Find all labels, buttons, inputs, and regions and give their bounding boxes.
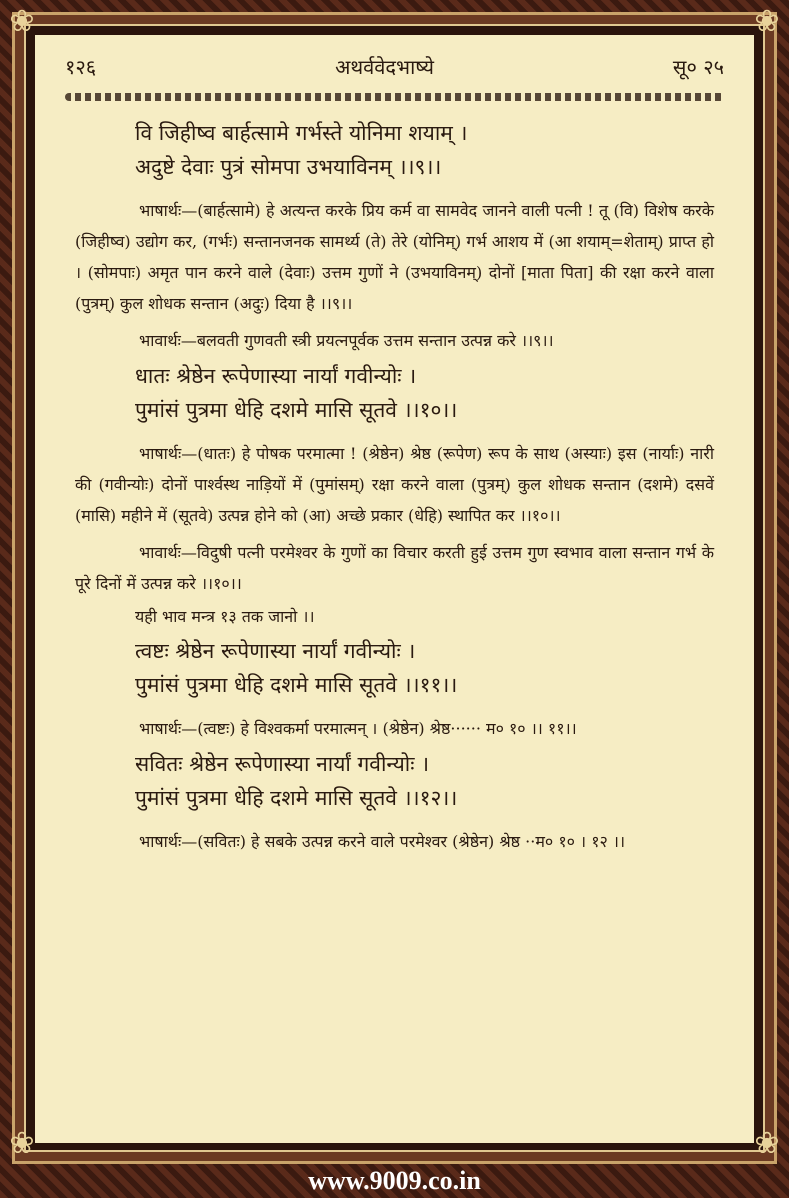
commentary-text: विदुषी पत्नी परमेश्वर के गुणों का विचार करती हुई उत्तम गुण स्वभाव वाला सन्तान गर्भ के पूरे दिनों में उत्पन्न करे ।।१०।। — [75, 543, 714, 593]
page-content — [75, 115, 714, 863]
corner-ornament-icon: ❀ — [9, 4, 35, 39]
corner-ornament-icon: ❀ — [754, 1126, 780, 1161]
commentary-text: (बार्हत्सामे) हे अत्यन्त करके प्रिय कर्म वा सामवेद जानने वाली पत्नी ! तू (वि) विशेष करके (जिहीष्व) उद्योग कर, (गर्भः) सन्तानजनक सामर्थ्य (ते) तेरे (योनिम्) गर्भ आशय में (आ शयाम्=शेताम्) प्राप्त हो । (सोमपाः) अमृत पान करने वाले (देवाः) उत्तम गुणों ने (उभयाविनम्) दोनों [माता पिता] की रक्षा करने वाला (पुत्रम्) कुल शोधक सन्तान (अदुः) दिया है ।।९।। — [75, 201, 714, 313]
commentary-text: (धातः) हे पोषक परमात्मा ! (श्रेष्ठेन) श्रेष्ठ (रूपेण) रूप के साथ (अस्याः) इस (नार्याः) नारी की (गवीन्योः) दोनों पार्श्वस्थ नाड़ियों में (पुमांसम्) रक्षा करने वाला (पुत्रम्) कुल शोधक सन्तान (दशमे) दसवें (मासि) महीने में (सूतवे) उत्पन्न होने को (आ) अच्छे प्रकार (धेहि) स्थापित कर ।।१०।। — [75, 444, 714, 525]
commentary-paragraph — [75, 438, 714, 531]
commentary-text: (त्वष्टः) हे विश्वकर्मा परमात्मन् । (श्रेष्ठेन) श्रेष्ठ······ म० १० ।। ११।। — [197, 719, 577, 738]
commentary-label: भाषार्थः— — [139, 832, 198, 851]
corner-ornament-icon: ❀ — [754, 4, 780, 39]
mantra-verse: पुमांसं पुत्रमा धेहि दशमे मासि सूतवे ।।११।। — [135, 673, 458, 697]
mantra-verse: अदुष्टे देवाः पुत्रं सोमपा उभयाविनम् ।।९।। — [135, 155, 442, 179]
page-number: १२६ — [65, 55, 97, 79]
page-header — [65, 53, 724, 80]
commentary-paragraph — [75, 713, 714, 744]
commentary-paragraph — [75, 826, 714, 857]
commentary-label: भावार्थः— — [139, 543, 197, 562]
commentary-label: भाषार्थः— — [139, 719, 198, 738]
commentary-paragraph — [75, 537, 714, 599]
mantra-verse: धातः श्रेष्ठेन रूपेणास्या नार्यां गवीन्योः । — [135, 364, 417, 388]
website-url: www.9009.co.in — [308, 1166, 481, 1195]
mantra-verse: सवितः श्रेष्ठेन रूपेणास्या नार्यां गवीन्योः । — [135, 752, 430, 776]
mantra-verse: पुमांसं पुत्रमा धेहि दशमे मासि सूतवे ।।१०।। — [135, 398, 458, 422]
header-divider — [65, 93, 724, 101]
commentary-paragraph — [75, 325, 714, 356]
commentary-label: भाषार्थः— — [139, 201, 198, 220]
sukta-number: सू० २५ — [672, 55, 724, 79]
mantra-verse: त्वष्टः श्रेष्ठेन रूपेणास्या नार्यां गवीन्योः । — [135, 639, 416, 663]
commentary-label: भावार्थः— — [139, 331, 197, 350]
commentary-text: (सवितः) हे सबके उत्पन्न करने वाले परमेश्वर (श्रेष्ठेन) श्रेष्ठ ··म० १० । १२ ।। — [197, 832, 626, 851]
commentary-paragraph — [75, 195, 714, 319]
scanned-page — [35, 35, 754, 1143]
commentary-label: भाषार्थः— — [139, 444, 198, 463]
corner-ornament-icon: ❀ — [9, 1126, 35, 1161]
note-text: यही भाव मन्त्र १३ तक जानो ।। — [135, 607, 315, 626]
book-title: अथर्ववेदभाष्ये — [335, 55, 434, 79]
commentary-text: बलवती गुणवती स्त्री प्रयत्नपूर्वक उत्तम सन्तान उत्पन्न करे ।।९।। — [196, 331, 554, 350]
mantra-verse: पुमांसं पुत्रमा धेहि दशमे मासि सूतवे ।।१२।। — [135, 786, 458, 810]
mantra-verse: वि जिहीष्व बार्हत्सामे गर्भस्ते योनिमा शयाम् । — [135, 121, 468, 145]
